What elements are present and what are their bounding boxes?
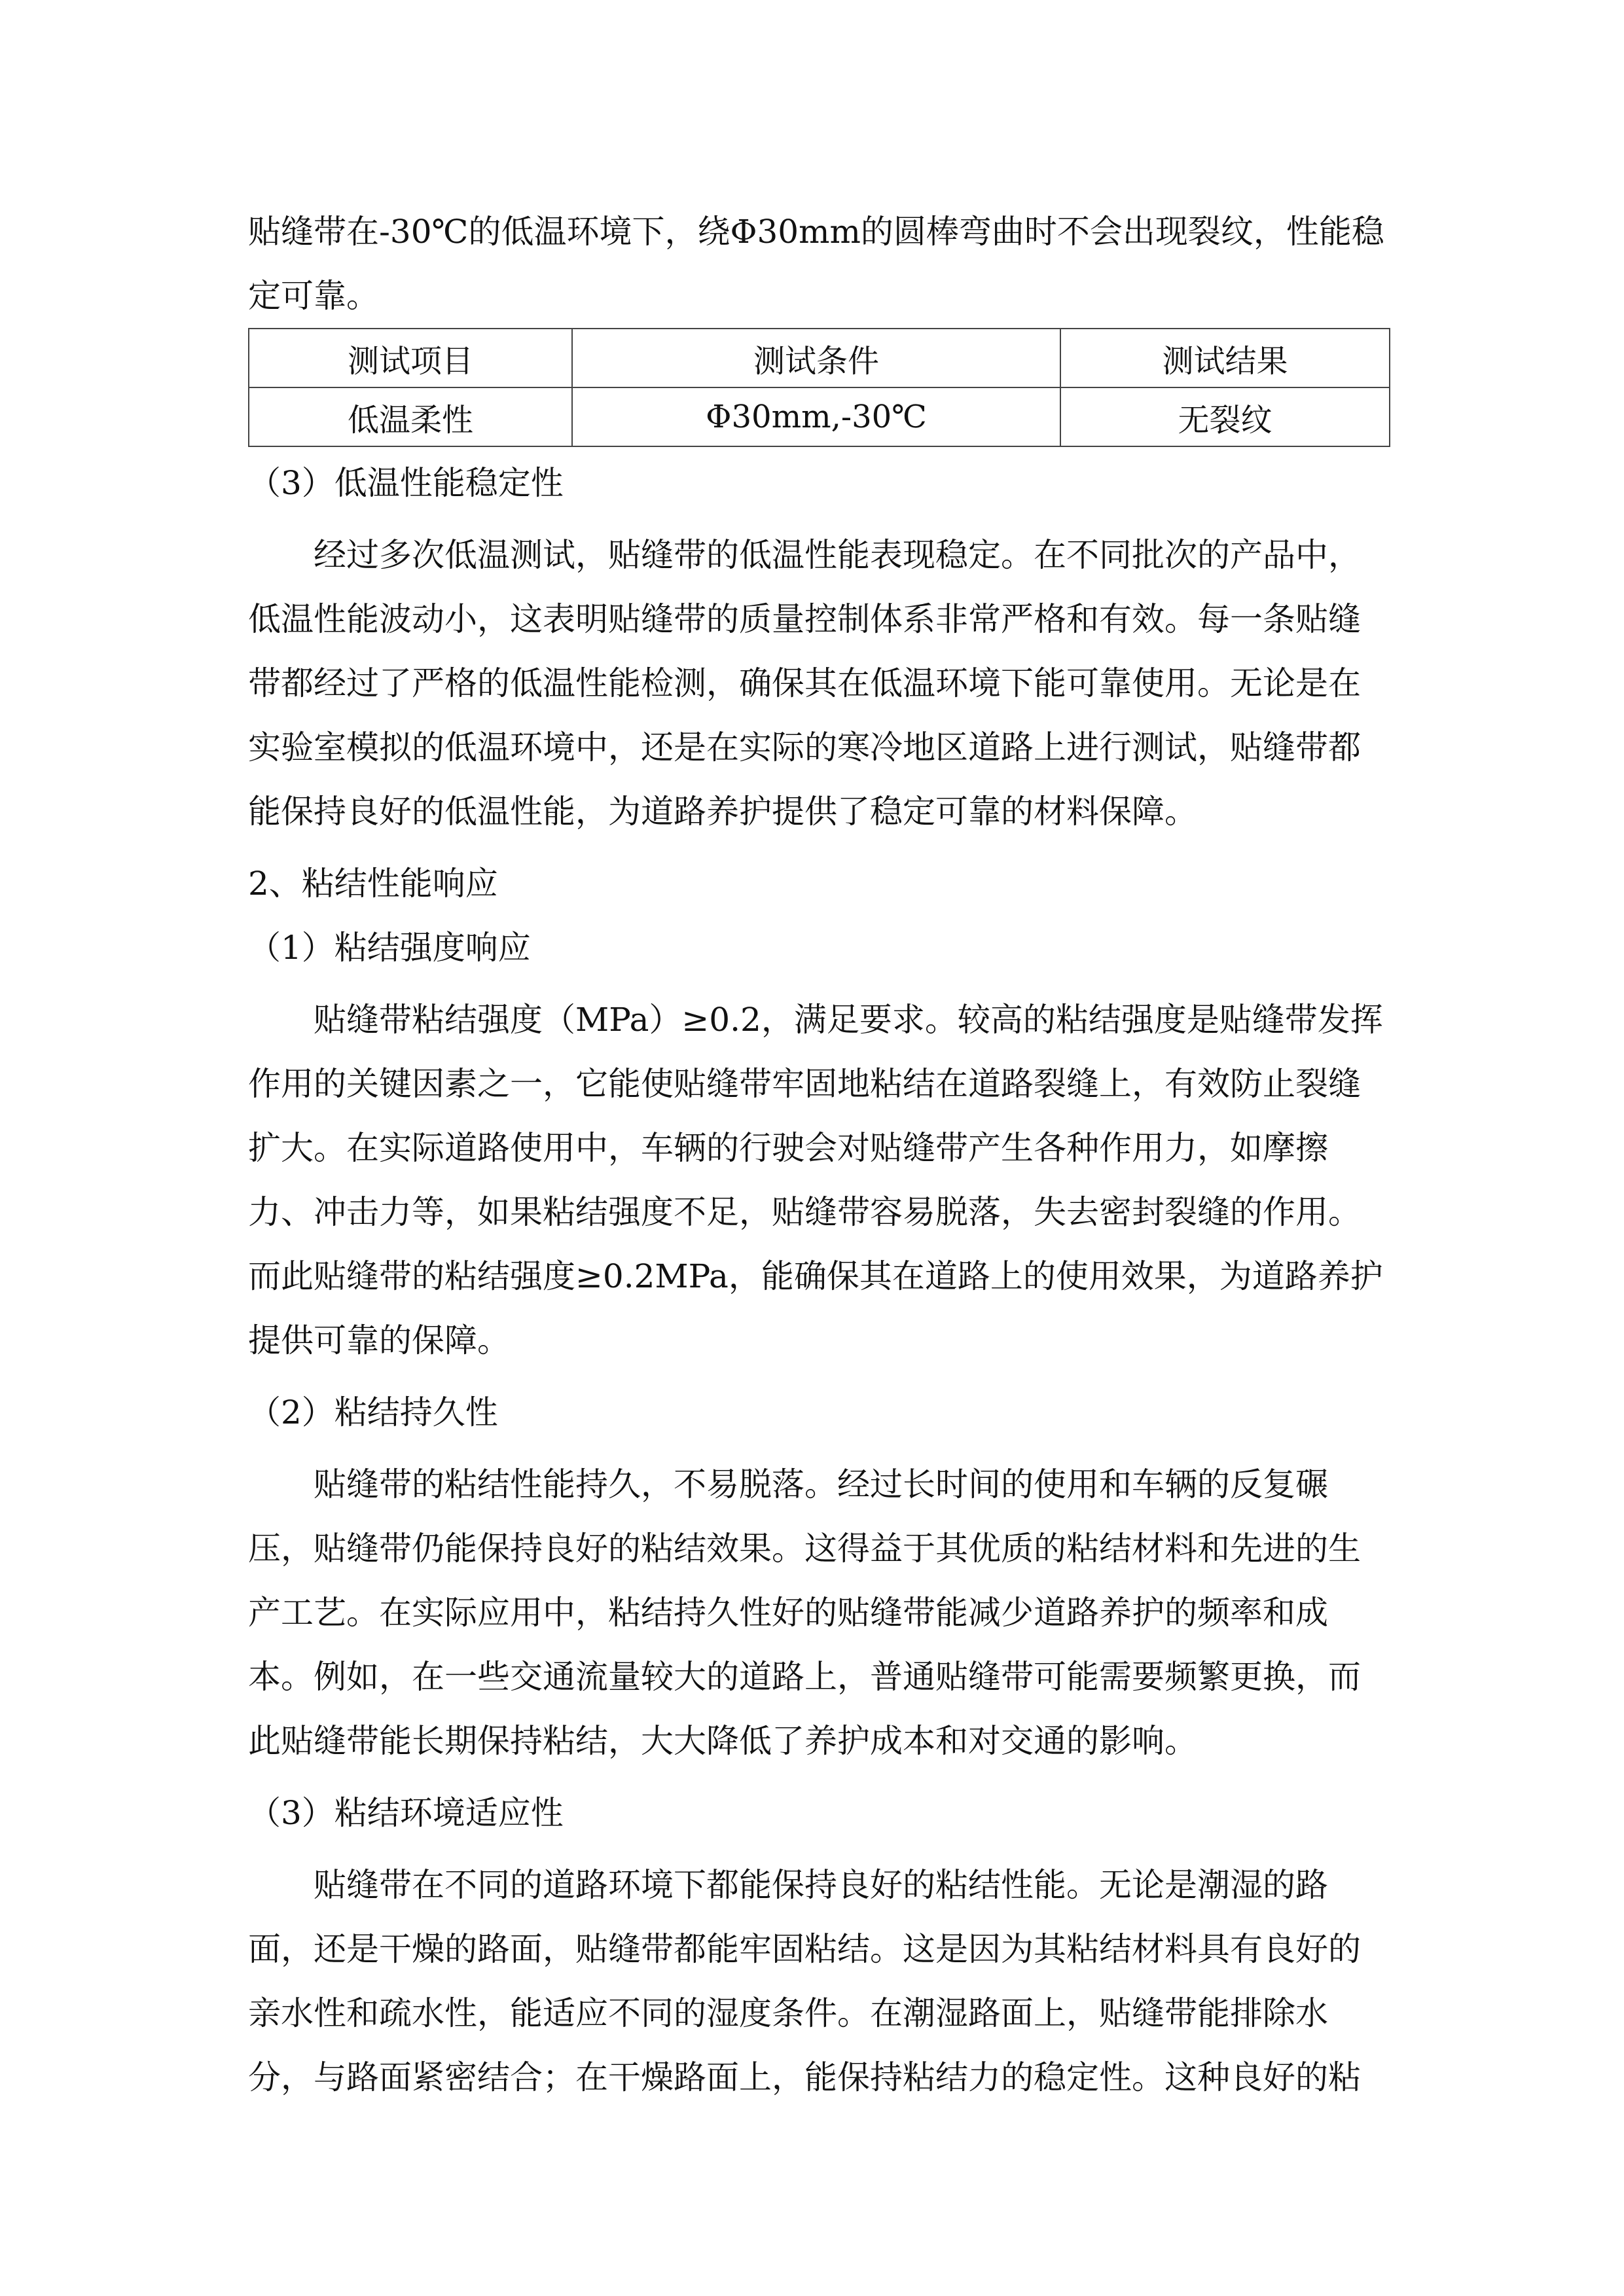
low-temp-test-table — [248, 328, 1390, 447]
text-line: 产工艺。在实际应用中，粘结持久性好的贴缝带能减少道路养护的频率和成 — [248, 1594, 1328, 1632]
text-line: 实验室模拟的低温环境中，还是在实际的寒冷地区道路上进行测试，贴缝带都 — [248, 728, 1361, 766]
text-line: 力、冲击力等，如果粘结强度不足，贴缝带容易脱落，失去密封裂缝的作用。 — [248, 1193, 1361, 1231]
document-page — [248, 200, 1390, 2109]
text-line: 而此贴缝带的粘结强度≥0.2MPa，能确保其在道路上的使用效果，为道路养护 — [248, 1257, 1383, 1295]
body-paragraph — [248, 1853, 1390, 2109]
table-header-cell: 测试结果 — [1060, 329, 1390, 387]
table-header-cell: 测试项目 — [249, 329, 572, 387]
text-line: 贴缝带粘结强度（MPa）≥0.2，满足要求。较高的粘结强度是贴缝带发挥 — [314, 1001, 1383, 1039]
text-line: 贴缝带的粘结性能持久，不易脱落。经过长时间的使用和车辆的反复碾 — [314, 1465, 1328, 1503]
text-line: 经过多次低温测试，贴缝带的低温性能表现稳定。在不同批次的产品中， — [314, 536, 1361, 574]
text-line: 扩大。在实际道路使用中，车辆的行驶会对贴缝带产生各种作用力，如摩擦 — [248, 1129, 1328, 1167]
section-heading: （1）粘结强度响应 — [248, 929, 531, 967]
table-header-row — [249, 329, 1390, 387]
text-line: 亲水性和疏水性，能适应不同的湿度条件。在潮湿路面上，贴缝带能排除水 — [248, 1994, 1328, 2032]
table-header-cell: 测试条件 — [572, 329, 1060, 387]
body-paragraph — [248, 523, 1390, 844]
text-line: 分，与路面紧密结合；在干燥路面上，能保持粘结力的稳定性。这种良好的粘 — [248, 2058, 1361, 2096]
chapter-heading: 2、粘结性能响应 — [248, 865, 498, 903]
table-cell: 无裂纹 — [1060, 387, 1390, 446]
text-line: 压，贴缝带仍能保持良好的粘结效果。这得益于其优质的粘结材料和先进的生 — [248, 1530, 1361, 1568]
section-heading: （2）粘结持久性 — [248, 1393, 498, 1431]
text-line: 低温性能波动小，这表明贴缝带的质量控制体系非常严格和有效。每一条贴缝 — [248, 600, 1361, 638]
body-paragraph — [248, 988, 1390, 1372]
text-line: 贴缝带在不同的道路环境下都能保持良好的粘结性能。无论是潮湿的路 — [314, 1866, 1328, 1904]
text-line: 带都经过了严格的低温性能检测，确保其在低温环境下能可靠使用。无论是在 — [248, 664, 1361, 702]
table-cell: Φ30mm,-30℃ — [572, 387, 1060, 446]
text-line: 能保持良好的低温性能，为道路养护提供了稳定可靠的材料保障。 — [248, 793, 1197, 831]
text-line: 提供可靠的保障。 — [248, 1321, 510, 1359]
table-cell: 低温柔性 — [249, 387, 572, 446]
text-line: 本。例如，在一些交通流量较大的道路上，普通贴缝带可能需要频繁更换，而 — [248, 1658, 1361, 1696]
body-paragraph — [248, 1452, 1390, 1773]
table-row — [249, 387, 1390, 446]
intro-paragraph — [248, 200, 1390, 328]
text-line: 定可靠。 — [248, 277, 379, 315]
text-line: 作用的关键因素之一，它能使贴缝带牢固地粘结在道路裂缝上，有效防止裂缝 — [248, 1065, 1361, 1103]
section-heading: （3）低温性能稳定性 — [248, 464, 564, 502]
section-heading: （3）粘结环境适应性 — [248, 1794, 564, 1832]
text-line: 面，还是干燥的路面，贴缝带都能牢固粘结。这是因为其粘结材料具有良好的 — [248, 1930, 1361, 1968]
text-line: 贴缝带在-30℃的低温环境下，绕Φ30mm的圆棒弯曲时不会出现裂纹，性能稳 — [248, 213, 1384, 251]
text-line: 此贴缝带能长期保持粘结，大大降低了养护成本和对交通的影响。 — [248, 1722, 1197, 1760]
